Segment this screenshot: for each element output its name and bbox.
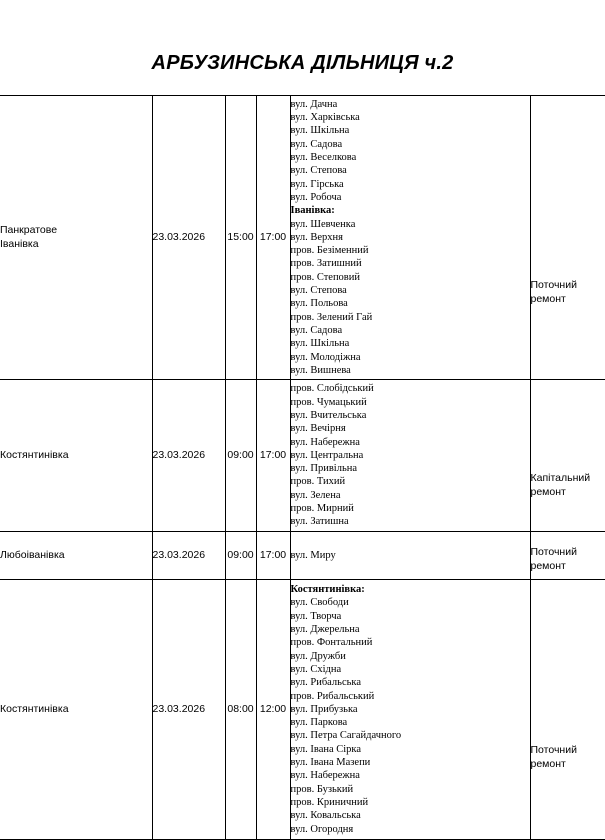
- street-item: вул. Польова: [291, 297, 530, 310]
- work-type-cell: [530, 580, 605, 840]
- location-cell: [0, 532, 152, 580]
- work-type-text: Поточний: [531, 279, 605, 292]
- street-item: вул. Огородня: [291, 823, 530, 836]
- table-row: [0, 380, 605, 532]
- page-title: АРБУЗИНСЬКА ДІЛЬНИЦЯ ч.2: [0, 52, 605, 75]
- street-item: пров. Бузький: [291, 783, 530, 796]
- start-time-cell: 09:00: [225, 532, 256, 580]
- street-item: вул. Джерельна: [291, 623, 530, 636]
- work-type-text: ремонт: [531, 758, 605, 771]
- street-item: вул. Веселкова: [291, 151, 530, 164]
- street-item: вул. Східна: [291, 663, 530, 676]
- work-type-text: Капітальний: [531, 472, 605, 485]
- work-type-cell: [530, 380, 605, 532]
- street-item: вул. Петра Сагайдачного: [291, 729, 530, 742]
- street-item: вул. Затишна: [291, 515, 530, 528]
- end-time-cell: 17:00: [256, 532, 290, 580]
- streets-cell: [290, 96, 530, 380]
- street-item: вул. Вишнева: [291, 364, 530, 377]
- location-name: Любоіванівка: [0, 549, 152, 562]
- street-item: вул. Творча: [291, 610, 530, 623]
- start-time-cell: 15:00: [225, 96, 256, 380]
- street-item: вул. Молодіжна: [291, 351, 530, 364]
- date-cell: 23.03.2026: [152, 532, 225, 580]
- street-item: вул. Набережна: [291, 769, 530, 782]
- street-item: вул. Набережна: [291, 436, 530, 449]
- street-item: вул. Верхня: [291, 231, 530, 244]
- street-item: вул. Дружби: [291, 650, 530, 663]
- work-type-text: ремонт: [531, 560, 605, 573]
- start-time-cell: 09:00: [225, 380, 256, 532]
- location-cell: [0, 580, 152, 840]
- date-cell: 23.03.2026: [152, 96, 225, 380]
- date-cell: 23.03.2026: [152, 580, 225, 840]
- street-item: пров. Криничний: [291, 796, 530, 809]
- work-type-text: Поточний: [531, 744, 605, 757]
- street-item: вул. Свободи: [291, 596, 530, 609]
- location-name: Іванівка: [0, 238, 152, 251]
- street-item: вул. Привільна: [291, 462, 530, 475]
- streets-cell: [290, 380, 530, 532]
- street-item: пров. Фонтальний: [291, 636, 530, 649]
- table-row: [0, 580, 605, 840]
- location-name: Костянтинівка: [0, 703, 152, 716]
- table-row: [0, 532, 605, 580]
- street-item: вул. Вчительська: [291, 409, 530, 422]
- table-row: [0, 96, 605, 380]
- settlement-heading: Іванівка:: [291, 204, 530, 217]
- location-cell: [0, 380, 152, 532]
- street-item: вул. Гірська: [291, 178, 530, 191]
- work-type-cell: [530, 532, 605, 580]
- street-item: вул. Рибальська: [291, 676, 530, 689]
- location-name: Костянтинівка: [0, 449, 152, 462]
- street-item: вул. Івана Мазепи: [291, 756, 530, 769]
- street-item: вул. Зелена: [291, 489, 530, 502]
- date-cell: 23.03.2026: [152, 380, 225, 532]
- street-item: пров. Безіменний: [291, 244, 530, 257]
- location-name: Панкратове: [0, 224, 152, 237]
- street-item: пров. Мирний: [291, 502, 530, 515]
- street-item: вул. Прибузька: [291, 703, 530, 716]
- street-item: пров. Рибальський: [291, 690, 530, 703]
- street-item: пров. Слобідський: [291, 382, 530, 395]
- street-item: вул. Шкільна: [291, 124, 530, 137]
- street-item: вул. Садова: [291, 138, 530, 151]
- schedule-body: [0, 96, 605, 840]
- street-item: пров. Зелений Гай: [291, 311, 530, 324]
- street-item: вул. Харківська: [291, 111, 530, 124]
- location-cell: [0, 96, 152, 380]
- streets-cell: [290, 580, 530, 840]
- street-item: вул. Степова: [291, 164, 530, 177]
- end-time-cell: 12:00: [256, 580, 290, 840]
- street-item: вул. Ковальська: [291, 809, 530, 822]
- street-item: вул. Дачна: [291, 98, 530, 111]
- street-item: вул. Шевченка: [291, 218, 530, 231]
- work-type-text: ремонт: [531, 293, 605, 306]
- work-type-text: Поточний: [531, 546, 605, 559]
- start-time-cell: 08:00: [225, 580, 256, 840]
- end-time-cell: 17:00: [256, 380, 290, 532]
- street-item: вул. Івана Сірка: [291, 743, 530, 756]
- work-type-text: ремонт: [531, 486, 605, 499]
- outage-schedule-table: [0, 95, 605, 840]
- work-type-cell: [530, 96, 605, 380]
- street-item: пров. Затишний: [291, 257, 530, 270]
- street-item: вул. Шкільна: [291, 337, 530, 350]
- streets-cell: [290, 532, 530, 580]
- street-item: пров. Тихий: [291, 475, 530, 488]
- street-item: пров. Степовий: [291, 271, 530, 284]
- settlement-heading: Костянтинівка:: [291, 583, 530, 596]
- street-item: вул. Степова: [291, 284, 530, 297]
- street-item: вул. Робоча: [291, 191, 530, 204]
- street-item: вул. Садова: [291, 324, 530, 337]
- street-item: вул. Центральна: [291, 449, 530, 462]
- street-item: вул. Миру: [291, 549, 530, 562]
- street-item: пров. Чумацький: [291, 396, 530, 409]
- street-item: вул. Вечірня: [291, 422, 530, 435]
- end-time-cell: 17:00: [256, 96, 290, 380]
- street-item: вул. Паркова: [291, 716, 530, 729]
